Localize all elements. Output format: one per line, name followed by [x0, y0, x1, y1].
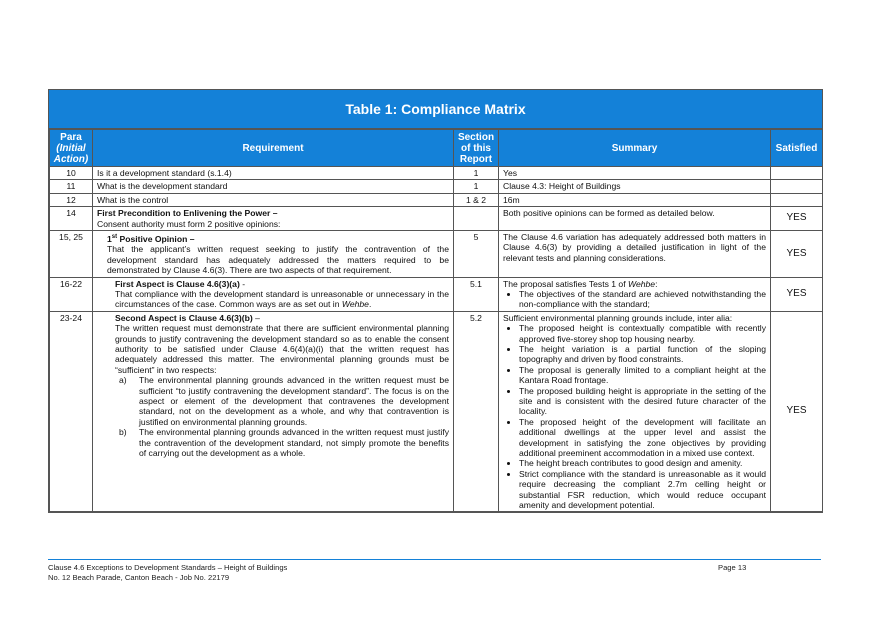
- cell-requirement: [93, 231, 454, 277]
- summary-intro: Sufficient environmental planning grounds include, inter alia:: [503, 312, 733, 323]
- list-item: • The height variation is a partial function of the sloping topography and driven by flood constraints.: [519, 344, 766, 365]
- table-row: [50, 207, 823, 231]
- cell-requirement: What is the control: [93, 193, 454, 206]
- sub-item-b: b) The environmental planning grounds advanced in the written request must justify the contravention of the development standard, not simply promote the benefits of carrying out the development as a whole.: [119, 427, 449, 459]
- header-section: Section of this Report: [454, 130, 499, 167]
- cell-section: 5.1: [454, 277, 499, 311]
- cell-requirement: [93, 277, 454, 311]
- table-row: [50, 231, 823, 277]
- cell-summary: Yes: [499, 167, 771, 180]
- requirement-body: The written request must demonstrate that there are sufficient environmental planning grounds to justify contravening the development standard so as to enable the consent authority to be satisfied under Clause 4.6(4)(a)(i) that the written request has adequately addressed this matter. The environmental planning grounds must be “sufficient” in two respects:: [115, 323, 449, 375]
- cell-satisfied: [771, 180, 823, 193]
- summary-bullets: [503, 323, 766, 510]
- requirement-title: Second Aspect is Clause 4.6(3)(b) –: [115, 312, 260, 323]
- requirement-body: That the applicant’s written request seeking to justify the contravention of the development standard has adequately addressed the matters required to be demonstrated by Clause 4.6(3). There are two aspects of that requirement.: [107, 244, 449, 276]
- list-item: • The height breach contributes to good design and amenity.: [519, 458, 766, 468]
- header-row: [50, 130, 823, 167]
- cell-requirement: [93, 311, 454, 512]
- cell-para: 16-22: [50, 277, 93, 311]
- cell-para: 12: [50, 193, 93, 206]
- table-row: [50, 311, 823, 512]
- requirement-title: First Aspect is Clause 4.6(3)(a) -: [115, 278, 246, 289]
- cell-para: 15, 25: [50, 231, 93, 277]
- requirement-title: 1st Positive Opinion –: [107, 233, 195, 244]
- table-title: Table 1: Compliance Matrix: [49, 90, 822, 129]
- header-para: Para (Initial Action): [50, 130, 93, 167]
- cell-summary: The Clause 4.6 variation has adequately addressed both matters in Clause 4.6(3) by providing a detailed justification in light of the relevant tests and planning considerations.: [499, 231, 771, 277]
- page-number: Page 13: [718, 563, 747, 572]
- requirement-body: Consent authority must form 2 positive opinions:: [97, 218, 281, 229]
- cell-summary: [499, 311, 771, 512]
- list-item: • The objectives of the standard are achieved notwithstanding the non-compliance with the standard;: [519, 289, 766, 310]
- cell-para: 23-24: [50, 311, 93, 512]
- cell-para: 10: [50, 167, 93, 180]
- cell-section: 1: [454, 180, 499, 193]
- summary-bullets: [503, 289, 766, 310]
- cell-section: [454, 207, 499, 231]
- list-item: • The proposal is generally limited to a compliant height at the Kantara Road frontage.: [519, 365, 766, 386]
- table-row: [50, 180, 823, 193]
- footer-line-2: No. 12 Beach Parade, Canton Beach - Job No. 22179: [48, 573, 230, 582]
- cell-section: 5: [454, 231, 499, 277]
- list-item: • Strict compliance with the standard is unreasonable as it would require decreasing the compliant 2.7m celling height or substantial FSR reduction, which would reduce occupant amenity and development potential.: [519, 469, 766, 511]
- cell-para: 11: [50, 180, 93, 193]
- cell-satisfied: YES: [771, 311, 823, 512]
- cell-summary: [499, 277, 771, 311]
- cell-summary: 16m: [499, 193, 771, 206]
- cell-requirement: Is it a development standard (s.1.4): [93, 167, 454, 180]
- footer-line-1: Clause 4.6 Exceptions to Development Standards – Height of Buildings: [48, 563, 288, 572]
- cell-para: 14: [50, 207, 93, 231]
- cell-requirement: What is the development standard: [93, 180, 454, 193]
- cell-requirement: [93, 207, 454, 231]
- cell-summary: Clause 4.3: Height of Buildings: [499, 180, 771, 193]
- header-satisfied: Satisfied: [771, 130, 823, 167]
- header-requirement: Requirement: [93, 130, 454, 167]
- header-summary: Summary: [499, 130, 771, 167]
- list-item: • The proposed height of the development will facilitate an additional dwellings at the upper level and assist the development in satisfying the zone objectives by providing additional preeminent accommodation in a mixed use context.: [519, 417, 766, 459]
- cell-satisfied: [771, 167, 823, 180]
- cell-satisfied: YES: [771, 231, 823, 277]
- cell-section: 1 & 2: [454, 193, 499, 206]
- cell-section: 5.2: [454, 311, 499, 512]
- cell-satisfied: YES: [771, 207, 823, 231]
- compliance-matrix: [48, 89, 823, 513]
- list-item: • The proposed height is contextually compatible with recently approved five-storey shop top housing nearby.: [519, 323, 766, 344]
- cell-summary: Both positive opinions can be formed as detailed below.: [499, 207, 771, 231]
- footer-divider: [48, 559, 821, 560]
- table-row: [50, 167, 823, 180]
- table-row: [50, 277, 823, 311]
- cell-satisfied: [771, 193, 823, 206]
- cell-section: 1: [454, 167, 499, 180]
- requirement-title: First Precondition to Enlivening the Power –: [97, 208, 278, 219]
- compliance-table: [49, 129, 823, 512]
- list-item: • The proposed building height is appropriate in the setting of the site and is consistent with the desired future character of the locality.: [519, 386, 766, 417]
- summary-intro: The proposal satisfies Tests 1 of Wehbe:: [503, 278, 658, 289]
- page-footer: [48, 563, 821, 583]
- sub-item-a: a) The environmental planning grounds advanced in the written request must be sufficient “to justify contravening the development standard”. The focus is on the aspect or element of the development that contravenes the development standard, not on the development as a whole, and why that contravention is justified on environmental planning grounds.: [119, 375, 449, 427]
- cell-satisfied: YES: [771, 277, 823, 311]
- table-row: [50, 193, 823, 206]
- requirement-body: That compliance with the development standard is unreasonable or unnecessary in the circumstances of the case. Common ways are as set out in Wehbe.: [115, 288, 449, 310]
